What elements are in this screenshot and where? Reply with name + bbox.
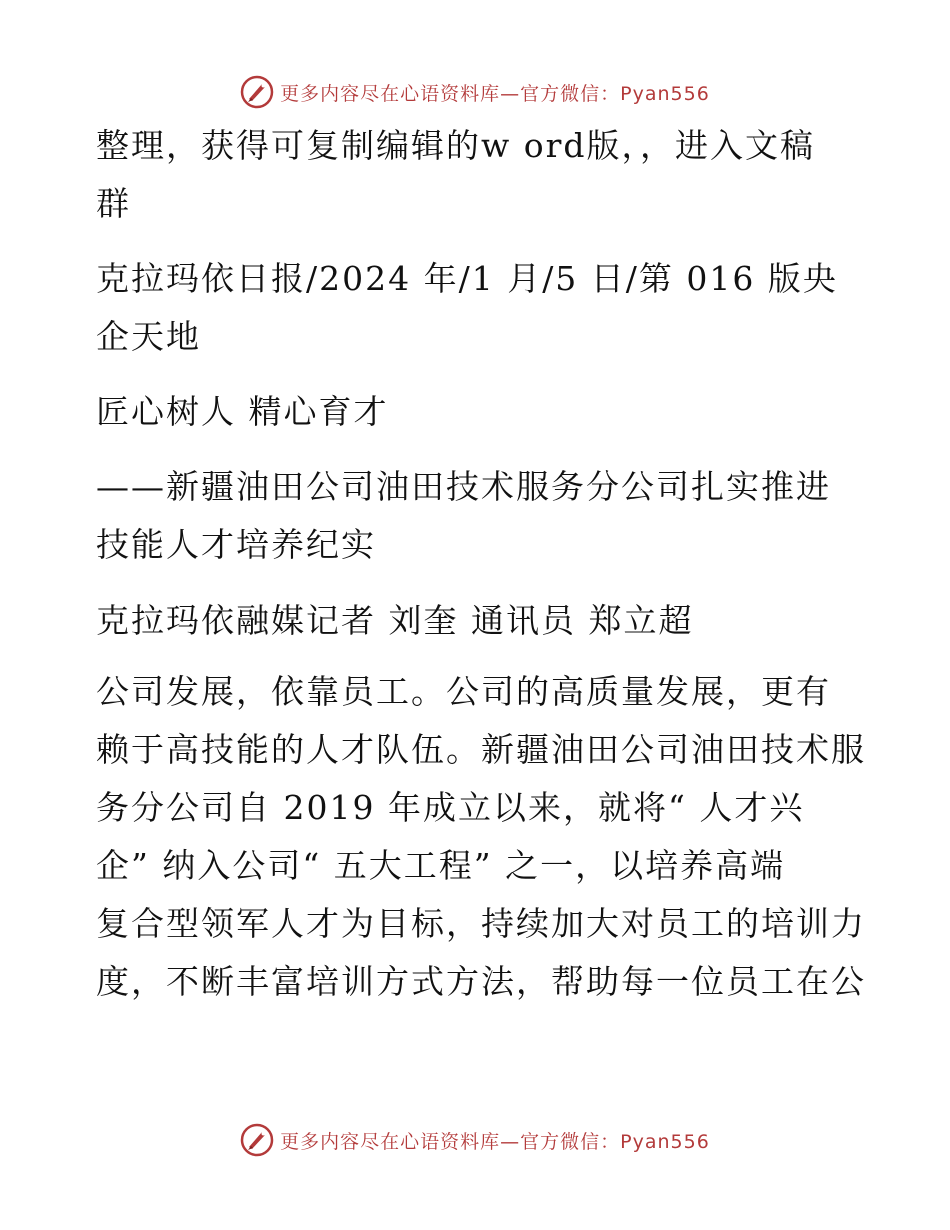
text-line: 度，不断丰富培训方式方法，帮助每一位员工在公	[96, 962, 866, 1001]
text-line: 群	[96, 184, 131, 223]
text-line: 整理，获得可复制编辑的w ord版，，进入文稿	[96, 126, 816, 165]
banner-text: 更多内容尽在心语资料库—官方微信：Pyan556	[280, 82, 710, 105]
paragraph-body	[96, 663, 866, 1011]
text-line: 匠心树人 精心育才	[96, 392, 389, 431]
text-line: 复合型领军人才为目标，持续加大对员工的培训力	[96, 904, 866, 943]
paragraph-2	[96, 250, 856, 366]
text-line: 克拉玛依融媒记者 刘奎 通讯员 郑立超	[96, 601, 694, 640]
article-title	[96, 383, 856, 441]
header-banner	[0, 72, 950, 112]
text-line: 务分公司自 2019 年成立以来，就将“ 人才兴	[96, 788, 805, 827]
paragraph-1	[96, 117, 856, 233]
banner-text: 更多内容尽在心语资料库—官方微信：Pyan556	[280, 1130, 710, 1153]
byline	[96, 592, 856, 650]
text-line: 企” 纳入公司“ 五大工程” 之一，以培养高端	[96, 846, 786, 885]
text-line: 公司发展，依靠员工。公司的高质量发展，更有	[96, 672, 831, 711]
text-line: ——新疆油田公司油田技术服务分公司扎实推进	[96, 467, 831, 506]
text-line: 企天地	[96, 317, 201, 356]
article-subtitle	[96, 458, 856, 574]
footer-banner	[0, 1120, 950, 1160]
writing-pen-logo-icon	[240, 75, 274, 109]
writing-pen-logo-icon	[240, 1123, 274, 1157]
text-line: 技能人才培养纪实	[96, 525, 376, 564]
text-line: 赖于高技能的人才队伍。新疆油田公司油田技术服	[96, 730, 866, 769]
text-line: 克拉玛依日报/2024 年/1 月/5 日/第 016 版央	[96, 259, 838, 298]
